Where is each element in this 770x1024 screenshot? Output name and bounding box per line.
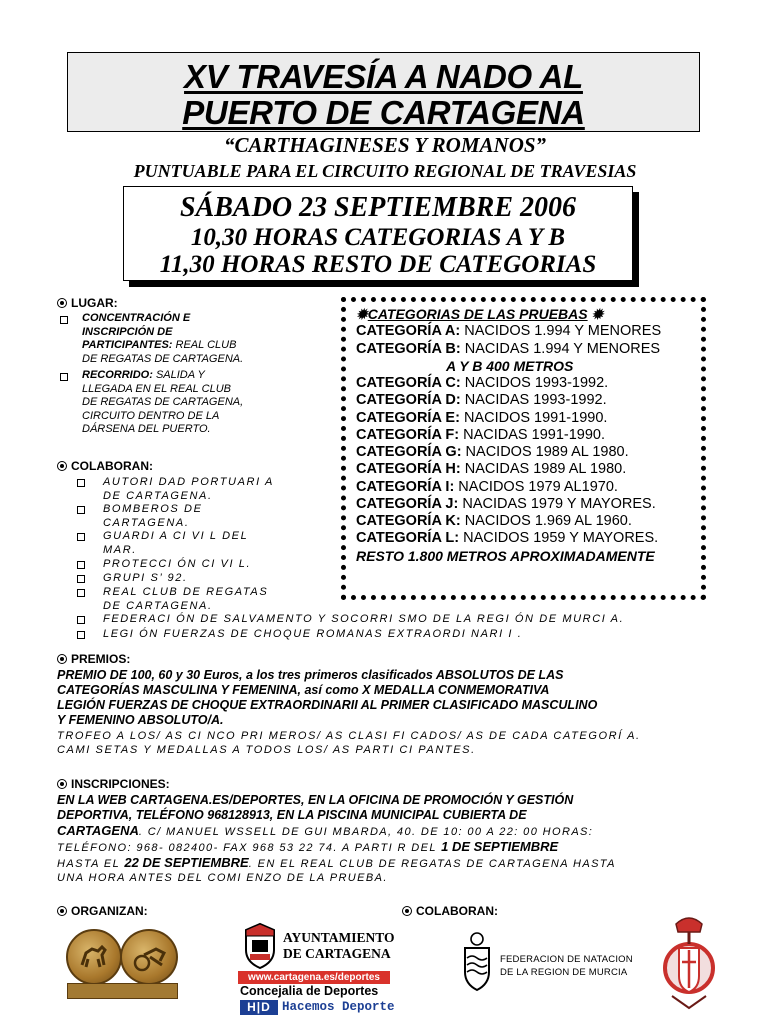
- coin-logo-right: [120, 929, 178, 985]
- inscripciones-line: DEPORTIVA, TELÉFONO 968128913, EN LA PISCINA MUNICIPAL CUBIERTA DE: [57, 808, 527, 822]
- schedule-ab: 10,30 HORAS CATEGORIAS A Y B: [190, 224, 566, 251]
- inscripciones-line: EN LA WEB CARTAGENA.ES/DEPORTES, EN LA OFICINA DE PROMOCIÓN Y GESTIÓN: [57, 793, 574, 807]
- federacion-line-2: DE LA REGION DE MURCIA: [500, 967, 628, 978]
- category-text: NACIDOS 1989 AL 1980.: [461, 444, 629, 460]
- category-label: CATEGORÍA I:: [356, 479, 455, 495]
- colaborador-line: AUTORI DAD PORTUARI A: [103, 476, 274, 488]
- category-text: NACIDOS 1993-1992.: [460, 375, 609, 391]
- premios-line: PREMIO DE 100, 60 y 30 Euros, a los tres primeros clasificados ABSOLUTOS DE LAS: [57, 668, 564, 682]
- circle-bullet-icon: [57, 461, 67, 471]
- federacion-name: [500, 953, 633, 979]
- carthagineses-stamp: [67, 983, 178, 999]
- category-line: [356, 496, 656, 513]
- lugar-item-text: DE REGATAS DE CARTAGENA.: [82, 352, 244, 365]
- distance-rest: RESTO 1.800 METROS APROXIMADAMENTE: [356, 548, 655, 564]
- checkbox-bullet-icon: [60, 316, 68, 324]
- chariot-icon: [122, 931, 176, 983]
- colaboran-footer-heading-text: COLABORAN:: [416, 904, 498, 918]
- category-line: [356, 513, 632, 530]
- colaborador-item: FEDERACI ÓN DE SALVAMENTO Y SOCORRI SMO DE LA REGI ÓN DE MURCI A.: [103, 613, 625, 625]
- category-text: NACIDOS 1979 AL1970.: [454, 479, 618, 495]
- cartagena-crest-icon: [240, 922, 280, 970]
- category-line: [356, 392, 607, 409]
- category-line: [356, 375, 608, 392]
- checkbox-bullet-icon: [77, 561, 85, 569]
- colaborador-item: GRUPI S’ 92.: [103, 572, 188, 584]
- premios-line: LEGIÓN FUERZAS DE CHOQUE EXTRAORDINARII AL PRIMER CLASIFICADO MASCULINO: [57, 698, 598, 712]
- deportes-url[interactable]: www.cartagena.es/deportes: [238, 971, 390, 984]
- colaborador-item: [103, 502, 203, 530]
- asterisk-icon: ✹: [591, 306, 604, 322]
- premios-text: [57, 668, 597, 728]
- checkbox-bullet-icon: [77, 479, 85, 487]
- category-text: NACIDOS 1991-1990.: [459, 410, 608, 426]
- lugar-item-label: RECORRIDO:: [82, 369, 153, 381]
- premios-spaced-line: CAMI SETAS Y MEDALLAS A TODOS LOS/ AS PARTI CI PANTES.: [57, 744, 476, 756]
- category-label: CATEGORÍA K:: [356, 513, 461, 529]
- lugar-heading-text: LUGAR:: [71, 296, 118, 310]
- category-line: [356, 323, 661, 340]
- colaborador-item: [103, 475, 274, 503]
- inscripciones-city: CARTAGENA: [57, 823, 139, 838]
- lugar-item-label-line: CONCENTRACIÓN E: [82, 312, 191, 324]
- inscripciones-deadline-rest: . EN EL REAL CLUB DE REGATAS DE CARTAGENA HASTA: [248, 858, 616, 870]
- inscripciones-final: UNA HORA ANTES DEL COMI ENZO DE LA PRUEBA.: [57, 872, 388, 884]
- checkbox-bullet-icon: [77, 631, 85, 639]
- schedule-rest: 11,30 HORAS RESTO DE CATEGORIAS: [159, 251, 597, 278]
- inscripciones-deadline: [57, 855, 616, 871]
- swimming-federation-icon: [458, 930, 496, 992]
- circle-bullet-icon: [402, 906, 412, 916]
- category-text: NACIDOS 1.994 Y MENORES: [460, 323, 662, 339]
- title-line-2: PUERTO DE CARTAGENA: [182, 94, 585, 131]
- category-text: NACIDAS 1989 AL 1980.: [460, 461, 627, 477]
- colaborador-item: [103, 585, 268, 613]
- category-label: CATEGORÍA A:: [356, 323, 461, 339]
- lugar-item-text: SALIDA Y: [155, 369, 205, 381]
- distance-ab: A Y B 400 METROS: [446, 358, 574, 374]
- colaborador-line: GUARDI A CI VI L DEL: [103, 530, 249, 542]
- hd-logo: H|D: [240, 1000, 278, 1015]
- category-label: CATEGORÍA H:: [356, 461, 461, 477]
- premios-line: Y FEMENINO ABSOLUTO/A.: [57, 713, 224, 727]
- premios-line: CATEGORÍAS MASCULINA Y FEMENINA, así como X MEDALLA CONMEMORATIVA: [57, 683, 550, 697]
- inscripciones-heading-text: INSCRIPCIONES:: [71, 777, 170, 791]
- checkbox-bullet-icon: [60, 373, 68, 381]
- category-line: [356, 341, 660, 358]
- premios-heading: [57, 652, 130, 667]
- subtitle: “CARTHAGINESES Y ROMANOS”: [223, 133, 547, 157]
- asterisk-icon: ✹: [356, 306, 368, 322]
- lugar-item-label-line: PARTICIPANTES:: [82, 339, 173, 351]
- category-line: [356, 530, 658, 547]
- colaborador-line: CARTAGENA.: [103, 517, 190, 529]
- date-box: [123, 186, 633, 281]
- lugar-item-text: DE REGATAS DE CARTAGENA,: [82, 396, 244, 408]
- category-text: NACIDAS 1991-1990.: [459, 427, 605, 443]
- lugar-heading: [57, 296, 118, 311]
- lugar-item-label-line: INSCRIPCIÓN DE: [82, 325, 173, 338]
- category-text: NACIDAS 1993-1992.: [460, 392, 607, 408]
- inscripciones-deadline-pre: HASTA EL: [57, 858, 125, 870]
- lugar-item-concentracion: [82, 312, 292, 366]
- premios-spaced-line: TROFEO A LOS/ AS CI NCO PRI MEROS/ AS CLASI FI CADOS/ AS DE CADA CATEGORÍ A.: [57, 730, 641, 742]
- colaboran-footer-heading: [402, 904, 498, 919]
- checkbox-bullet-icon: [77, 575, 85, 583]
- colaborador-line: DE CARTAGENA.: [103, 600, 213, 612]
- inscripciones-text: [57, 793, 573, 823]
- category-label: CATEGORÍA E:: [356, 410, 460, 426]
- inscripciones-phone-text: TELÉFONO: 968- 082400- FAX 968 53 22 74. A PARTI R DEL: [57, 842, 442, 854]
- category-label: CATEGORÍA L:: [356, 530, 460, 546]
- colaborador-item: LEGI ÓN FUERZAS DE CHOQUE ROMANAS EXTRAORDI NARI I .: [103, 628, 523, 640]
- title-line-1: XV TRAVESÍA A NADO AL: [184, 58, 583, 95]
- category-line: [356, 444, 629, 461]
- category-label: CATEGORÍA D:: [356, 392, 461, 408]
- category-label: CATEGORÍA G:: [356, 444, 462, 460]
- categories-heading: [356, 306, 603, 323]
- event-date: SÁBADO 23 SEPTIEMBRE 2006: [180, 192, 576, 223]
- category-line: [356, 461, 626, 478]
- horse-icon: [68, 931, 120, 983]
- checkbox-bullet-icon: [77, 616, 85, 624]
- inscripciones-end-date: 22 DE SEPTIEMBRE: [124, 855, 249, 870]
- coin-logo-left: [66, 929, 122, 985]
- categories-heading-text: CATEGORIAS DE LAS PRUEBAS: [367, 306, 588, 322]
- ayuntamiento-name: [283, 930, 395, 962]
- category-label: CATEGORÍA F:: [356, 427, 460, 443]
- category-text: NACIDOS 1.969 AL 1960.: [460, 513, 632, 529]
- regatas-club-crest-icon: [662, 912, 716, 1012]
- category-line: [356, 410, 607, 427]
- lugar-item-text: REAL CLUB: [175, 339, 237, 351]
- lugar-item-text: DÁRSENA DEL PUERTO.: [82, 423, 211, 435]
- premios-trofeo: [57, 729, 641, 757]
- inscripciones-heading: [57, 777, 170, 792]
- category-label: CATEGORÍA C:: [356, 375, 461, 391]
- colaborador-item: PROTECCI ÓN CI VI L.: [103, 558, 252, 570]
- concejalia-label: Concejalia de Deportes: [240, 984, 379, 998]
- colaborador-line: REAL CLUB DE REGATAS: [103, 586, 269, 598]
- circle-bullet-icon: [57, 654, 67, 664]
- checkbox-bullet-icon: [77, 506, 85, 514]
- ayuntamiento-line-1: AYUNTAMIENTO: [283, 930, 395, 945]
- lugar-item-text: LLEGADA EN EL REAL CLUB: [82, 382, 231, 395]
- hacemos-deporte: Hacemos Deporte: [282, 1000, 395, 1014]
- category-label: CATEGORÍA B:: [356, 341, 461, 357]
- circuit-note: PUNTUABLE PARA EL CIRCUITO REGIONAL DE TRAVESIAS: [133, 161, 637, 181]
- colaboran-heading-text: COLABORAN:: [71, 459, 153, 473]
- category-text: NACIDAS 1.994 Y MENORES: [460, 341, 661, 357]
- organizan-heading-text: ORGANIZAN:: [71, 904, 148, 918]
- category-text: NACIDOS 1959 Y MAYORES.: [459, 530, 659, 546]
- federacion-line-1: FEDERACION DE NATACION: [500, 954, 633, 965]
- colaborador-line: BOMBEROS DE: [103, 503, 203, 515]
- checkbox-bullet-icon: [77, 589, 85, 597]
- colaborador-line: DE CARTAGENA.: [103, 490, 213, 502]
- inscripciones-start-date: 1 DE SEPTIEMBRE: [441, 839, 559, 854]
- category-line: [356, 427, 605, 444]
- lugar-item-text: CIRCUITO DENTRO DE LA: [82, 409, 220, 422]
- lugar-item-recorrido: [82, 369, 302, 437]
- colaboran-heading: [57, 459, 153, 474]
- category-label: CATEGORÍA J:: [356, 496, 459, 512]
- organizan-heading: [57, 904, 148, 919]
- circle-bullet-icon: [57, 779, 67, 789]
- colaborador-line: MAR.: [103, 544, 137, 556]
- category-line: [356, 479, 618, 496]
- colaborador-item: [103, 529, 248, 557]
- circle-bullet-icon: [57, 298, 67, 308]
- ayuntamiento-line-2: DE CARTAGENA: [283, 946, 391, 961]
- inscripciones-street: . C/ MANUEL WSSELL DE GUI MBARDA, 40. DE 10: 00 A 22: 00 HORAS:: [138, 826, 594, 838]
- circle-bullet-icon: [57, 906, 67, 916]
- title-box: [67, 52, 700, 132]
- inscripciones-phone: [57, 839, 558, 855]
- premios-heading-text: PREMIOS:: [71, 652, 131, 666]
- checkbox-bullet-icon: [77, 533, 85, 541]
- category-text: NACIDAS 1979 Y MAYORES.: [458, 496, 656, 512]
- inscripciones-address: [57, 823, 593, 839]
